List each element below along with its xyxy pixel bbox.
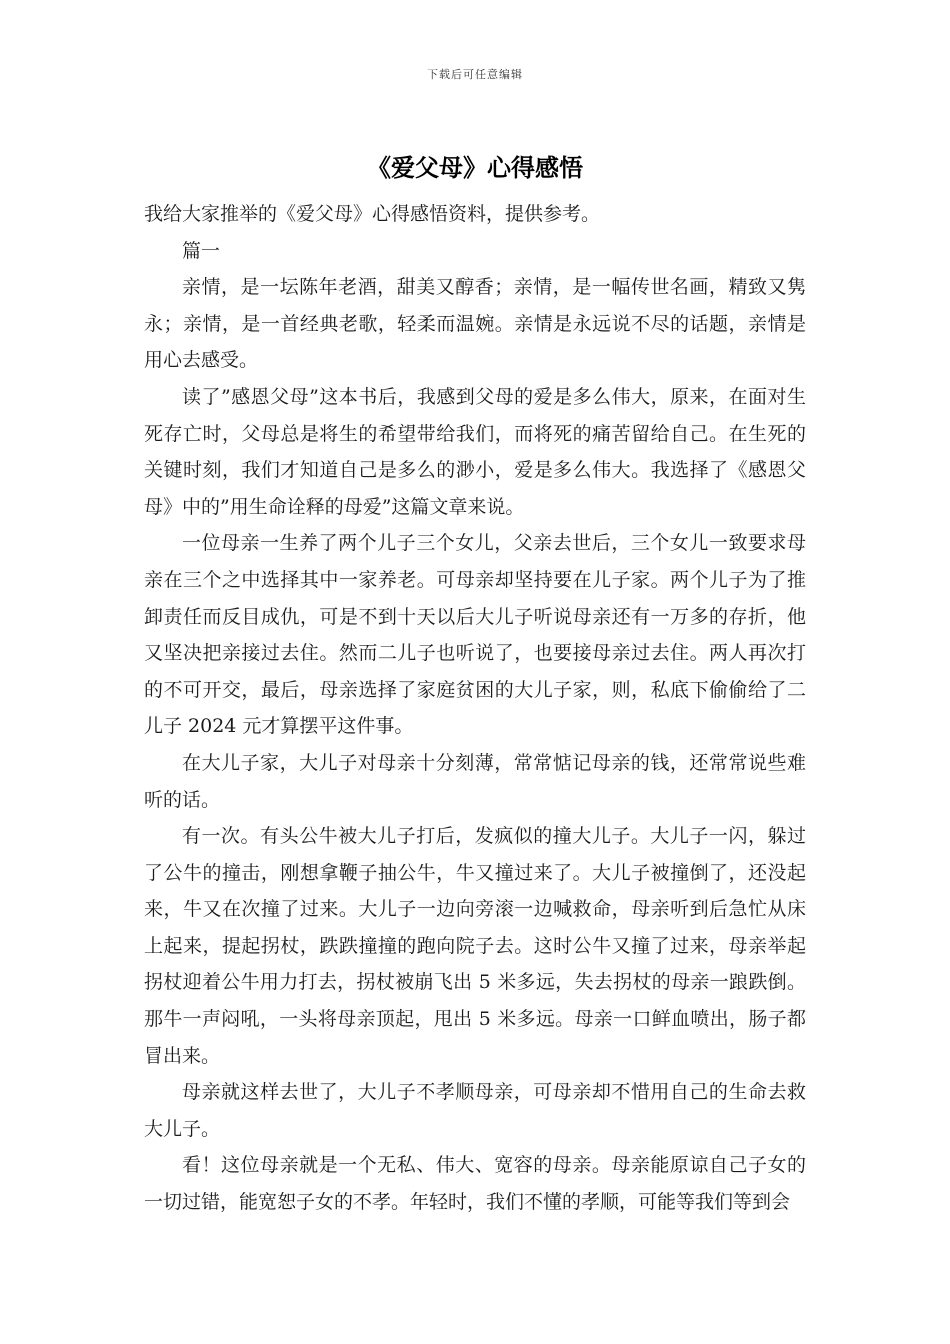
- body-paragraph: 亲情，是一坛陈年老酒，甜美又醇香；亲情，是一幅传世名画，精致又隽永；亲情，是一首经典老歌，轻柔而温婉。亲情是永远说不尽的话题，亲情是用心去感受。: [144, 276, 806, 372]
- body-paragraph: 一位母亲一生养了两个儿子三个女儿，父亲去世后，三个女儿一致要求母亲在三个之中选择其中一家养老。可母亲却坚持要在儿子家。两个儿子为了推卸责任而反目成仇，可是不到十天以后大儿子听说母亲还有一万多的存折，他又坚决把亲接过去住。然而二儿子也听说了，也要接母亲过去住。两人再次打的不可开交，最后，母亲选择了家庭贫困的大儿子家，则，私底下偷偷给了二儿子 2024 元才算摆平这件事。: [144, 532, 806, 738]
- header-note: 下载后可任意编辑: [427, 68, 523, 81]
- body-paragraph: 读了”感恩父母”这本书后，我感到父母的爱是多么伟大，原来，在面对生死存亡时，父母总是将生的希望带给我们，而将死的痛苦留给自己。在生死的关键时刻，我们才知道自己是多么的渺小，爱是多么伟大。我选择了《感恩父母》中的”用生命诠释的母爱”这篇文章来说。: [144, 385, 806, 518]
- document-title: 《爱父母》心得感悟: [367, 153, 583, 182]
- section-heading: 篇一: [182, 239, 221, 262]
- body-paragraph: 有一次。有头公牛被大儿子打后，发疯似的撞大儿子。大儿子一闪，躲过了公牛的撞击，刚想拿鞭子抽公牛，牛又撞过来了。大儿子被撞倒了，还没起来，牛又在次撞了过来。大儿子一边向旁滚一边喊救命，母亲听到后急忙从床上起来，提起拐杖，跌跌撞撞的跑向院子去。这时公牛又撞了过来，母亲举起拐杖迎着公牛用力打去，拐杖被崩飞出 5 米多远，失去拐杖的母亲一踉跌倒。那牛一声闷吼，一头将母亲顶起，甩出 5 米多远。母亲一口鲜血喷出，肠子都冒出来。: [144, 825, 806, 1067]
- document-body: [144, 196, 806, 1221]
- body-paragraph: 看！这位母亲就是一个无私、伟大、宽容的母亲。母亲能原谅自己子女的一切过错，能宽恕子女的不孝。年轻时，我们不懂的孝顺，可能等我们等到会: [144, 1154, 806, 1214]
- intro-paragraph: 我给大家推举的《爱父母》心得感悟资料，提供参考。: [144, 203, 601, 225]
- body-paragraph: 母亲就这样去世了，大儿子不孝顺母亲，可母亲却不惜用自己的生命去救大儿子。: [144, 1081, 806, 1140]
- body-paragraph: 在大儿子家，大儿子对母亲十分刻薄，常常惦记母亲的钱，还常常说些难听的话。: [144, 751, 806, 811]
